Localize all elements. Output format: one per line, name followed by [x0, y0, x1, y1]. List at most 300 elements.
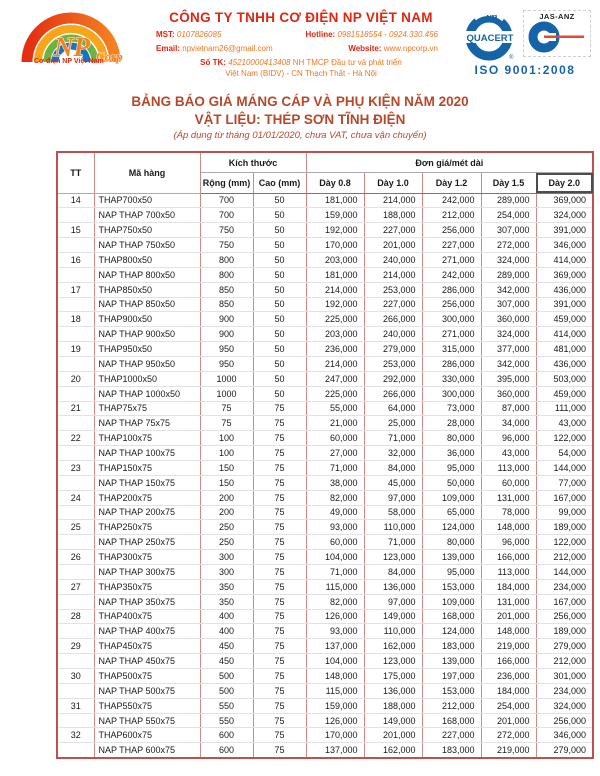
hotline-line: Hotline: 0981518554 - 0924.330.456 [305, 30, 438, 39]
table-row [57, 505, 593, 520]
cell-tt: 27 [57, 579, 94, 594]
cell-rong: 350 [200, 579, 253, 594]
table-row [57, 252, 593, 267]
cell-price-0-8: 71,000 [306, 460, 364, 475]
cell-price-0-8: 247,000 [306, 371, 364, 386]
cell-price-1-5: 34,000 [481, 416, 536, 431]
table-row [57, 475, 593, 490]
cell-tt [57, 416, 94, 431]
cell-price-2-0: 43,000 [536, 416, 593, 431]
cell-price-1-5: 166,000 [481, 550, 536, 565]
cell-price-1-2: 183,000 [422, 639, 481, 654]
website-line[interactable]: Website: www.npcorp.vn [348, 44, 438, 53]
cell-cao: 50 [253, 371, 306, 386]
cell-price-2-0: 324,000 [536, 698, 593, 713]
cell-rong: 150 [200, 475, 253, 490]
cell-rong: 450 [200, 654, 253, 669]
cell-price-1-0: 201,000 [364, 238, 422, 253]
cell-rong: 450 [200, 639, 253, 654]
cell-rong: 200 [200, 505, 253, 520]
cell-tt [57, 208, 94, 223]
cell-price-1-5: 254,000 [481, 208, 536, 223]
cell-price-2-0: 256,000 [536, 609, 593, 624]
cell-cao: 50 [253, 297, 306, 312]
cell-price-1-2: 256,000 [422, 223, 481, 238]
cell-cao: 50 [253, 223, 306, 238]
cell-price-1-0: 201,000 [364, 728, 422, 743]
cell-price-1-5: 236,000 [481, 669, 536, 684]
jas-anz-label: JAS-ANZ [539, 12, 575, 21]
cell-price-1-0: 253,000 [364, 282, 422, 297]
iso-certification-text: ISO 9001:2008 [474, 63, 576, 77]
cell-price-1-0: 292,000 [364, 371, 422, 386]
svg-text:NP: NP [54, 32, 90, 62]
cell-tt: 24 [57, 490, 94, 505]
table-row [57, 490, 593, 505]
cell-code: THAP250x75 [94, 520, 200, 535]
cell-price-0-8: 126,000 [306, 609, 364, 624]
cell-price-1-2: 168,000 [422, 713, 481, 728]
cell-rong: 800 [200, 252, 253, 267]
cell-rong: 750 [200, 238, 253, 253]
table-row [57, 356, 593, 371]
cell-price-1-2: 80,000 [422, 535, 481, 550]
table-row [57, 312, 593, 327]
cell-price-0-8: 27,000 [306, 446, 364, 461]
cell-tt [57, 743, 94, 758]
cell-price-0-8: 71,000 [306, 564, 364, 579]
cell-tt: 17 [57, 282, 94, 297]
table-row [57, 535, 593, 550]
cell-rong: 400 [200, 624, 253, 639]
cell-price-1-2: 139,000 [422, 654, 481, 669]
cell-price-2-0: 122,000 [536, 535, 593, 550]
cell-price-1-5: 289,000 [481, 267, 536, 282]
cell-tt [57, 297, 94, 312]
table-row [57, 713, 593, 728]
company-contact-block [148, 6, 454, 86]
cell-code: NAP THAP 200x75 [94, 505, 200, 520]
cell-code: NAP THAP 75x75 [94, 416, 200, 431]
cell-cao: 50 [253, 342, 306, 357]
cell-price-1-0: 214,000 [364, 267, 422, 282]
cell-price-1-0: 25,000 [364, 416, 422, 431]
jas-anz-mark [523, 10, 591, 57]
cell-price-2-0: 279,000 [536, 639, 593, 654]
table-row [57, 431, 593, 446]
cell-tt [57, 624, 94, 639]
cell-price-2-0: 111,000 [536, 401, 593, 416]
cell-price-1-0: 175,000 [364, 669, 422, 684]
cell-price-1-0: 240,000 [364, 327, 422, 342]
cell-price-0-8: 38,000 [306, 475, 364, 490]
cell-price-2-0: 212,000 [536, 550, 593, 565]
col-header-ma-hang: Mã hàng [94, 152, 200, 193]
cell-price-2-0: 167,000 [536, 490, 593, 505]
cell-cao: 75 [253, 401, 306, 416]
table-row [57, 267, 593, 282]
cell-tt [57, 386, 94, 401]
cell-code: NAP THAP 800x50 [94, 267, 200, 282]
cell-code: NAP THAP 900x50 [94, 327, 200, 342]
table-row [57, 401, 593, 416]
cell-tt: 19 [57, 342, 94, 357]
cell-price-2-0: 144,000 [536, 564, 593, 579]
cell-cao: 50 [253, 356, 306, 371]
cell-price-0-8: 181,000 [306, 267, 364, 282]
cell-code: THAP400x75 [94, 609, 200, 624]
cell-price-1-5: 166,000 [481, 654, 536, 669]
cell-cao: 75 [253, 550, 306, 565]
cell-cao: 50 [253, 238, 306, 253]
cell-price-1-5: 307,000 [481, 223, 536, 238]
cell-price-1-2: 36,000 [422, 446, 481, 461]
cell-rong: 550 [200, 713, 253, 728]
cell-cao: 75 [253, 639, 306, 654]
cell-code: THAP900x50 [94, 312, 200, 327]
cell-price-1-0: 266,000 [364, 386, 422, 401]
cell-price-1-0: 279,000 [364, 342, 422, 357]
cell-price-1-2: 109,000 [422, 490, 481, 505]
cell-code: NAP THAP 250x75 [94, 535, 200, 550]
cell-price-0-8: 49,000 [306, 505, 364, 520]
cell-cao: 75 [253, 669, 306, 684]
cell-price-1-2: 109,000 [422, 594, 481, 609]
cell-price-2-0: 369,000 [536, 267, 593, 282]
cell-price-1-0: 97,000 [364, 594, 422, 609]
cell-price-2-0: 256,000 [536, 713, 593, 728]
cell-price-2-0: 279,000 [536, 743, 593, 758]
cell-tt [57, 683, 94, 698]
cell-cao: 75 [253, 475, 306, 490]
cell-rong: 850 [200, 297, 253, 312]
cell-rong: 750 [200, 223, 253, 238]
cell-price-0-8: 192,000 [306, 223, 364, 238]
cell-price-1-5: 113,000 [481, 460, 536, 475]
cell-price-1-2: 212,000 [422, 208, 481, 223]
cell-rong: 700 [200, 193, 253, 208]
cell-price-1-5: 307,000 [481, 297, 536, 312]
cell-price-1-2: 271,000 [422, 327, 481, 342]
cell-price-1-2: 65,000 [422, 505, 481, 520]
table-row [57, 698, 593, 713]
cell-price-1-0: 110,000 [364, 520, 422, 535]
cell-price-1-0: 162,000 [364, 639, 422, 654]
table-row [57, 520, 593, 535]
cell-cao: 75 [253, 505, 306, 520]
cell-price-2-0: 391,000 [536, 223, 593, 238]
cell-code: THAP700x50 [94, 193, 200, 208]
table-row [57, 342, 593, 357]
cell-rong: 900 [200, 327, 253, 342]
cell-cao: 75 [253, 624, 306, 639]
cell-tt: 18 [57, 312, 94, 327]
cell-price-2-0: 414,000 [536, 327, 593, 342]
email-line[interactable]: Email: npvietnam26@gmail.com [156, 44, 273, 53]
cell-code: THAP100x75 [94, 431, 200, 446]
cell-tt [57, 356, 94, 371]
cell-tt: 23 [57, 460, 94, 475]
document-title-block [0, 94, 600, 141]
cell-price-1-5: 324,000 [481, 327, 536, 342]
cell-price-1-2: 28,000 [422, 416, 481, 431]
cell-price-0-8: 82,000 [306, 490, 364, 505]
cell-price-2-0: 234,000 [536, 683, 593, 698]
cell-rong: 400 [200, 609, 253, 624]
table-row [57, 564, 593, 579]
cell-rong: 700 [200, 208, 253, 223]
cell-code: NAP THAP 1000x50 [94, 386, 200, 401]
cell-tt [57, 654, 94, 669]
cell-price-1-5: 324,000 [481, 252, 536, 267]
cell-price-0-8: 21,000 [306, 416, 364, 431]
cell-rong: 350 [200, 594, 253, 609]
cell-price-1-0: 188,000 [364, 698, 422, 713]
cell-price-0-8: 60,000 [306, 535, 364, 550]
cell-code: NAP THAP 350x75 [94, 594, 200, 609]
cell-code: THAP450x75 [94, 639, 200, 654]
svg-text:QUACERT: QUACERT [466, 33, 514, 44]
cell-price-2-0: 77,000 [536, 475, 593, 490]
cell-price-1-5: 219,000 [481, 639, 536, 654]
cell-price-1-5: 342,000 [481, 356, 536, 371]
cell-price-0-8: 115,000 [306, 683, 364, 698]
cell-rong: 950 [200, 342, 253, 357]
cell-code: NAP THAP 150x75 [94, 475, 200, 490]
col-header-rong: Rộng (mm) [200, 173, 253, 194]
table-row [57, 624, 593, 639]
cell-price-0-8: 60,000 [306, 431, 364, 446]
cell-price-1-2: 286,000 [422, 282, 481, 297]
cell-price-1-2: 315,000 [422, 342, 481, 357]
cell-price-1-2: 256,000 [422, 297, 481, 312]
cell-price-1-2: 153,000 [422, 579, 481, 594]
cell-price-1-2: 197,000 [422, 669, 481, 684]
cell-price-1-2: 212,000 [422, 698, 481, 713]
cell-price-1-2: 183,000 [422, 743, 481, 758]
cell-code: THAP500x75 [94, 669, 200, 684]
cell-price-2-0: 459,000 [536, 312, 593, 327]
cell-price-1-5: 201,000 [481, 713, 536, 728]
cell-cao: 75 [253, 535, 306, 550]
cell-price-1-2: 286,000 [422, 356, 481, 371]
cell-price-1-5: 131,000 [481, 490, 536, 505]
cell-tt: 20 [57, 371, 94, 386]
cell-code: NAP THAP 450x75 [94, 654, 200, 669]
cell-code: NAP THAP 700x50 [94, 208, 200, 223]
cell-price-2-0: 391,000 [536, 297, 593, 312]
cell-price-1-5: 360,000 [481, 312, 536, 327]
cell-price-1-0: 58,000 [364, 505, 422, 520]
cell-price-0-8: 148,000 [306, 669, 364, 684]
cell-price-0-8: 137,000 [306, 743, 364, 758]
cell-tt: 30 [57, 669, 94, 684]
cell-tt [57, 505, 94, 520]
table-row [57, 371, 593, 386]
cell-code: THAP750x50 [94, 223, 200, 238]
logo-tagline: Cơ điện NP Việt Nam [34, 58, 104, 65]
cell-code: NAP THAP 550x75 [94, 713, 200, 728]
document-title: BẢNG BÁO GIÁ MÁNG CÁP VÀ PHỤ KIỆN NĂM 2020 [131, 94, 469, 109]
cell-tt: 28 [57, 609, 94, 624]
table-body [57, 193, 593, 758]
price-table [56, 151, 594, 759]
cell-price-1-2: 227,000 [422, 728, 481, 743]
table-row [57, 223, 593, 238]
cell-price-0-8: 192,000 [306, 297, 364, 312]
col-header-day-0-8: Dày 0.8 [306, 173, 364, 194]
table-row [57, 728, 593, 743]
cell-cao: 50 [253, 312, 306, 327]
cell-price-1-2: 50,000 [422, 475, 481, 490]
cell-code: THAP850x50 [94, 282, 200, 297]
cell-price-1-0: 253,000 [364, 356, 422, 371]
cell-price-2-0: 167,000 [536, 594, 593, 609]
cell-code: THAP350x75 [94, 579, 200, 594]
cell-price-2-0: 212,000 [536, 654, 593, 669]
cell-rong: 100 [200, 446, 253, 461]
cell-price-1-5: 148,000 [481, 520, 536, 535]
cell-code: NAP THAP 950x50 [94, 356, 200, 371]
cell-price-2-0: 346,000 [536, 238, 593, 253]
cell-cao: 75 [253, 683, 306, 698]
svg-text:vn: vn [486, 11, 498, 23]
cell-rong: 1000 [200, 386, 253, 401]
cell-price-2-0: 503,000 [536, 371, 593, 386]
cell-price-1-0: 71,000 [364, 431, 422, 446]
cell-price-1-0: 240,000 [364, 252, 422, 267]
cell-price-1-0: 266,000 [364, 312, 422, 327]
cell-price-2-0: 99,000 [536, 505, 593, 520]
cell-cao: 75 [253, 728, 306, 743]
cell-tt: 21 [57, 401, 94, 416]
cell-price-1-5: 113,000 [481, 564, 536, 579]
cell-price-2-0: 481,000 [536, 342, 593, 357]
cell-price-1-2: 80,000 [422, 431, 481, 446]
cell-price-1-0: 123,000 [364, 654, 422, 669]
cell-price-1-5: 60,000 [481, 475, 536, 490]
cell-price-1-0: 71,000 [364, 535, 422, 550]
cell-tt: 25 [57, 520, 94, 535]
cell-cao: 75 [253, 579, 306, 594]
cell-cao: 50 [253, 208, 306, 223]
cell-price-1-5: 272,000 [481, 238, 536, 253]
cell-price-1-0: 110,000 [364, 624, 422, 639]
table-row [57, 639, 593, 654]
cell-cao: 50 [253, 252, 306, 267]
cell-price-2-0: 369,000 [536, 193, 593, 208]
cell-price-1-5: 43,000 [481, 446, 536, 461]
cell-price-1-5: 254,000 [481, 698, 536, 713]
cell-price-2-0: 346,000 [536, 728, 593, 743]
cell-rong: 900 [200, 312, 253, 327]
cell-code: NAP THAP 600x75 [94, 743, 200, 758]
cell-price-1-5: 148,000 [481, 624, 536, 639]
svg-text:®: ® [509, 55, 514, 61]
cell-code: THAP1000x50 [94, 371, 200, 386]
cell-price-0-8: 104,000 [306, 654, 364, 669]
cell-rong: 500 [200, 683, 253, 698]
cell-rong: 550 [200, 698, 253, 713]
cell-code: NAP THAP 300x75 [94, 564, 200, 579]
cell-price-1-5: 131,000 [481, 594, 536, 609]
cell-cao: 75 [253, 743, 306, 758]
table-row [57, 743, 593, 758]
cell-rong: 950 [200, 356, 253, 371]
cell-tt: 15 [57, 223, 94, 238]
cell-tt [57, 594, 94, 609]
cell-price-1-0: 97,000 [364, 490, 422, 505]
cell-price-1-5: 87,000 [481, 401, 536, 416]
cell-price-2-0: 459,000 [536, 386, 593, 401]
cell-code: THAP800x50 [94, 252, 200, 267]
cell-cao: 75 [253, 698, 306, 713]
cell-price-1-5: 289,000 [481, 193, 536, 208]
cell-cao: 50 [253, 193, 306, 208]
document-subtitle: VẬT LIỆU: THÉP SƠN TĨNH ĐIỆN [194, 112, 406, 127]
cell-code: NAP THAP 400x75 [94, 624, 200, 639]
cell-rong: 800 [200, 267, 253, 282]
cell-code: THAP200x75 [94, 490, 200, 505]
cell-price-1-5: 184,000 [481, 683, 536, 698]
cell-code: THAP550x75 [94, 698, 200, 713]
cell-code: THAP600x75 [94, 728, 200, 743]
cell-price-1-2: 168,000 [422, 609, 481, 624]
col-header-don-gia: Đơn giá/mét dài [306, 152, 593, 173]
bank-account-line: Số TK: 45210000413408 NH TMCP Đầu tư và phát triển Việt Nam (BIDV) - CN Thạch Thất - Hà Nội [200, 58, 402, 78]
cell-rong: 500 [200, 669, 253, 684]
cell-cao: 75 [253, 594, 306, 609]
cell-price-0-8: 214,000 [306, 282, 364, 297]
cell-cao: 50 [253, 282, 306, 297]
cell-price-1-0: 162,000 [364, 743, 422, 758]
table-row [57, 669, 593, 684]
cell-code: THAP150x75 [94, 460, 200, 475]
cell-price-1-2: 330,000 [422, 371, 481, 386]
cell-price-1-2: 73,000 [422, 401, 481, 416]
table-row [57, 550, 593, 565]
cell-price-0-8: 170,000 [306, 238, 364, 253]
cell-code: NAP THAP 850x50 [94, 297, 200, 312]
cell-cao: 75 [253, 446, 306, 461]
col-header-day-2-0-selected-cell[interactable]: Dày 2.0 [536, 173, 593, 194]
cell-price-0-8: 104,000 [306, 550, 364, 565]
table-row [57, 683, 593, 698]
cell-tt [57, 713, 94, 728]
cell-rong: 200 [200, 490, 253, 505]
cell-price-0-8: 236,000 [306, 342, 364, 357]
cell-price-2-0: 122,000 [536, 431, 593, 446]
cell-code: NAP THAP 750x50 [94, 238, 200, 253]
cell-cao: 75 [253, 431, 306, 446]
cell-price-1-0: 214,000 [364, 193, 422, 208]
cell-price-1-2: 124,000 [422, 624, 481, 639]
cell-code: THAP950x50 [94, 342, 200, 357]
table-row [57, 386, 593, 401]
cell-price-1-5: 78,000 [481, 505, 536, 520]
cell-price-1-2: 242,000 [422, 267, 481, 282]
cell-cao: 75 [253, 609, 306, 624]
cell-price-0-8: 225,000 [306, 386, 364, 401]
table-row [57, 446, 593, 461]
cell-price-1-0: 32,000 [364, 446, 422, 461]
col-header-cao: Cao (mm) [253, 173, 306, 194]
cell-cao: 75 [253, 490, 306, 505]
cell-price-0-8: 137,000 [306, 639, 364, 654]
svg-text:Corp: Corp [96, 49, 123, 64]
cell-rong: 300 [200, 550, 253, 565]
cell-price-1-5: 360,000 [481, 386, 536, 401]
